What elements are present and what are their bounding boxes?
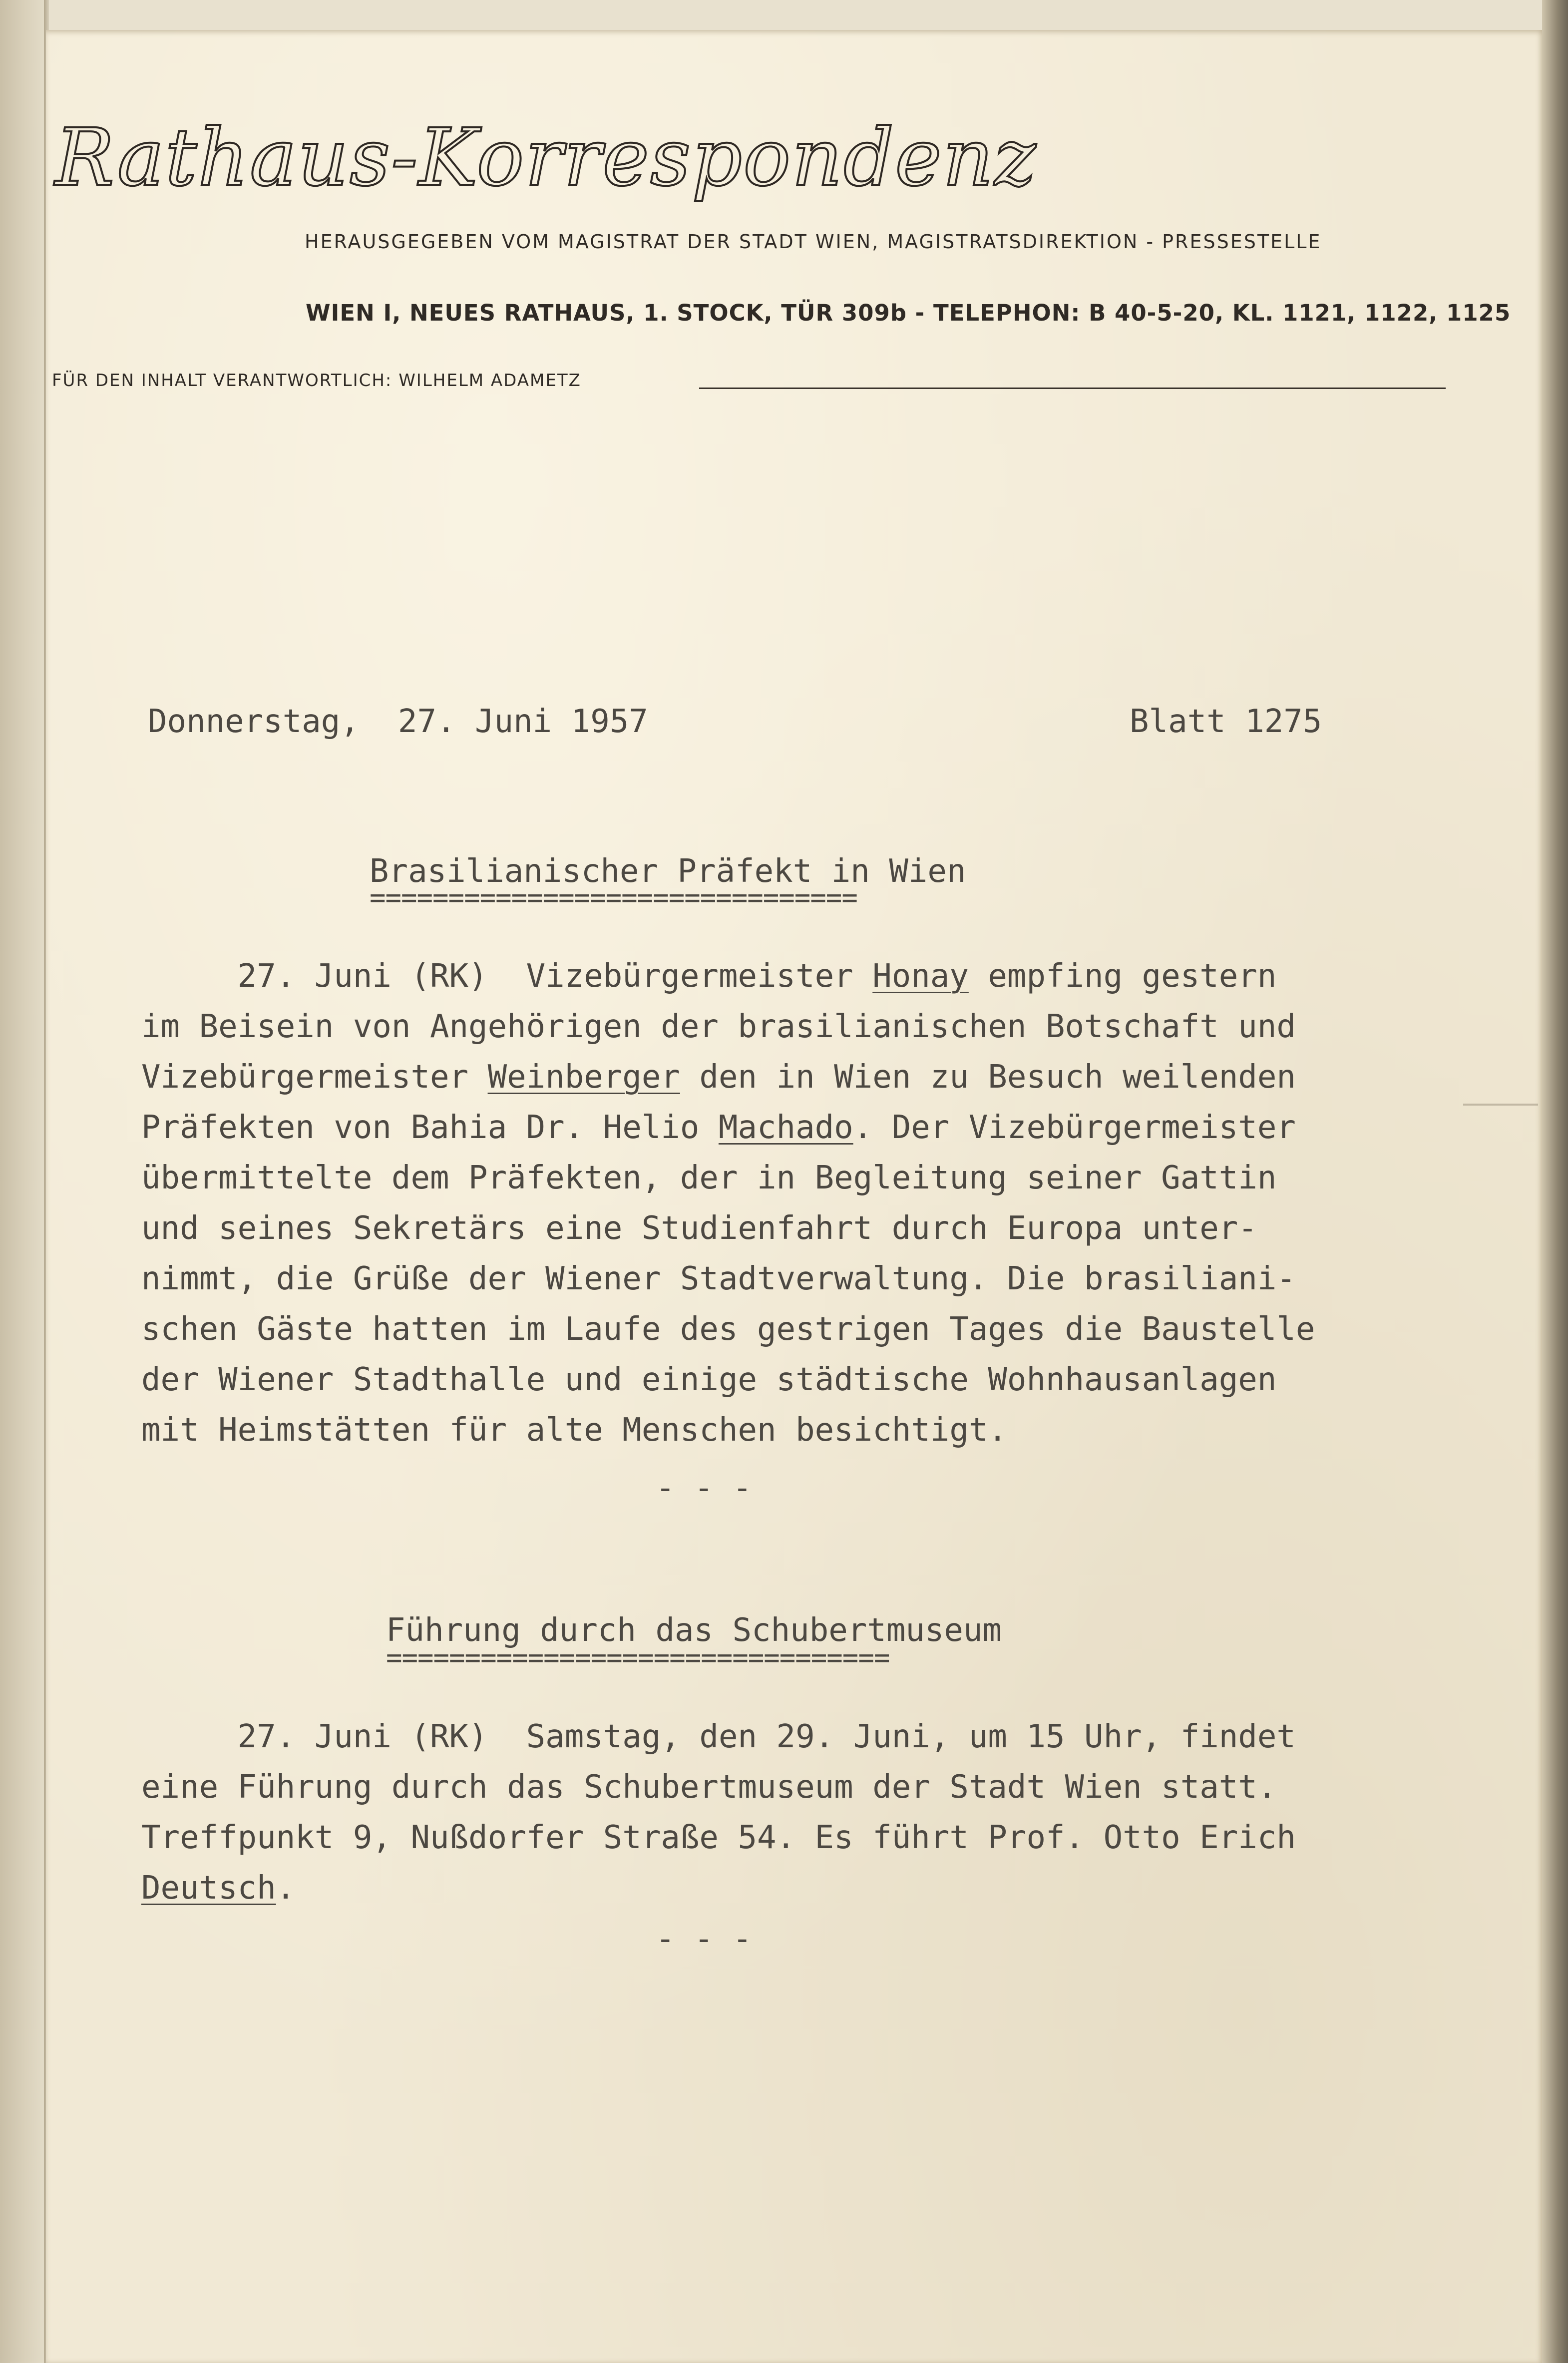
date-line: Donnerstag, 27. Juni 1957 [148, 703, 648, 740]
page-edge [1542, 0, 1568, 2363]
body-line: im Beisein von Angehörigen der brasilianischen Botschaft und [141, 1008, 1296, 1045]
address-line: WIEN I, NEUES RATHAUS, 1. STOCK, TÜR 309b - TELEPHON: B 40-5-20, KL. 1121, 1122, 1125 [306, 300, 1511, 326]
body-line: . [276, 1870, 296, 1907]
body-line: und seines Sekretärs eine Studienfahrt durch Europa unter- [141, 1210, 1257, 1247]
letterhead-rule [699, 388, 1446, 389]
body-line: übermittelte dem Präfekten, der in Begleitung seiner Gattin [141, 1160, 1277, 1196]
book-binding [0, 0, 45, 2363]
title-underline: =============================== [370, 882, 857, 913]
article-separator: - - - [656, 1470, 752, 1507]
body-line: Präfekten von Bahia Dr. Helio [141, 1109, 719, 1146]
article-body [141, 951, 1315, 1456]
person-name: Honay [872, 958, 969, 995]
publisher-line: HERAUSGEGEBEN VOM MAGISTRAT DER STADT WIEN, MAGISTRATSDIREKTION - PRESSESTELLE [305, 231, 1322, 253]
person-name: Machado [718, 1109, 853, 1146]
article-body [141, 1712, 1296, 1914]
body-line: Treffpunkt 9, Nußdorfer Straße 54. Es führt Prof. Otto Erich [141, 1819, 1296, 1856]
body-line: . Der Vizebürgermeister [853, 1109, 1296, 1146]
body-line: der Wiener Stadthalle und einige städtische Wohnhausanlagen [141, 1361, 1277, 1398]
body-line: 27. Juni (RK) Vizebürgermeister [141, 958, 873, 995]
body-line: Vizebürgermeister [141, 1059, 488, 1096]
article-title: Führung durch das Schubertmuseum [386, 1612, 1002, 1649]
body-line: empfing gestern [968, 958, 1277, 995]
person-name: Weinberger [487, 1059, 680, 1096]
body-line: den in Wien zu Besuch weilenden [680, 1059, 1296, 1096]
responsible-line: FÜR DEN INHALT VERANTWORTLICH: WILHELM ADAMETZ [52, 371, 581, 391]
body-line: 27. Juni (RK) Samstag, den 29. Juni, um 15 Uhr, findet [141, 1718, 1296, 1755]
body-line: schen Gäste hatten im Laufe des gestrigen Tages die Baustelle [141, 1311, 1315, 1348]
article-title: Brasilianischer Präfekt in Wien [370, 853, 966, 890]
sheet-number: Blatt 1275 [1130, 703, 1322, 740]
body-line: mit Heimstätten für alte Menschen besichtigt. [141, 1412, 1007, 1449]
masthead-logo [55, 100, 1037, 220]
body-line: eine Führung durch das Schubertmuseum der Stadt Wien statt. [141, 1769, 1277, 1806]
article-separator: - - - [656, 1921, 752, 1958]
paper-mark [1463, 1104, 1538, 1106]
person-name: Deutsch [141, 1870, 276, 1907]
body-line: nimmt, die Grüße der Wiener Stadtverwaltung. Die brasiliani- [141, 1260, 1296, 1297]
masthead-title: Rathaus-Korrespondenz [55, 112, 1037, 204]
title-underline: ================================ [386, 1642, 890, 1673]
